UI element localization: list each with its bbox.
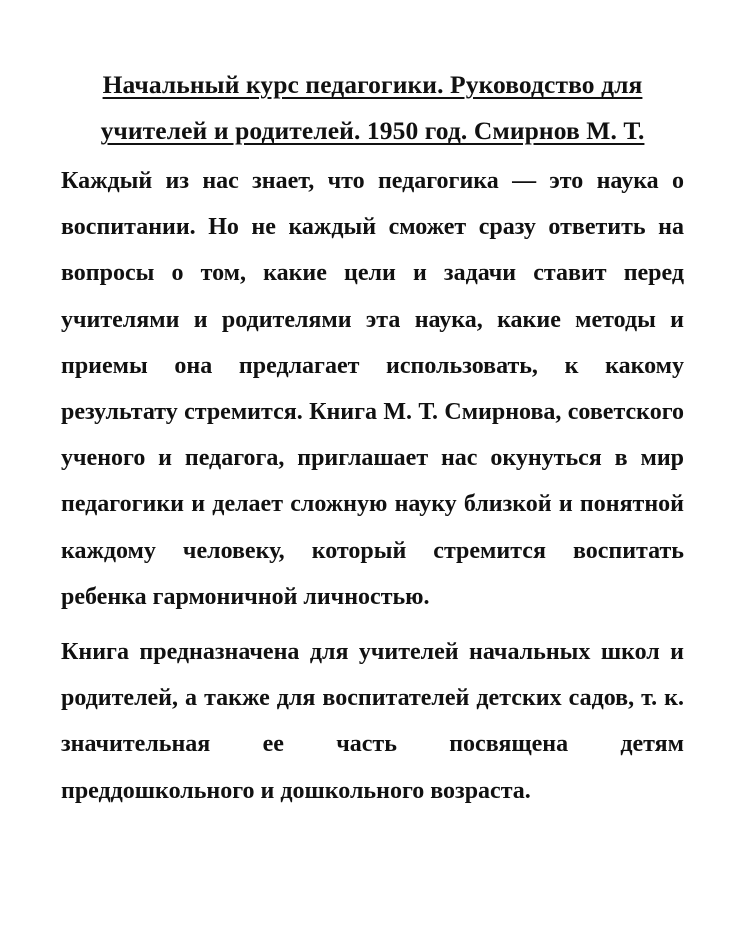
document-page: [61, 62, 684, 814]
paragraph-description: Каждый из нас знает, что педагогика — это наука о воспитании. Но не каждый сможет сразу ответить на вопросы о том, какие цели и задачи ставит перед учителями и родителями эта наука, какие методы и приемы она предлагает использовать, к какому результату стремится. Книга М. Т. Смирнова, советского ученого и педагога, приглашает нас окунуться в мир педагогики и делает сложную науку близкой и понятной каждому человеку, который стремится воспитать ребенка гармоничной личностью.: [61, 168, 684, 610]
paragraph-audience: Книга предназначена для учителей начальных школ и родителей, а также для воспитателей детских садов, т. к. значительная ее часть посвящена детям преддошкольного и дошкольного возраста.: [61, 639, 684, 804]
document-title: Начальный курс педагогики. Руководство для учителей и родителей. 1950 год. Смирнов М. Т.: [100, 70, 645, 145]
